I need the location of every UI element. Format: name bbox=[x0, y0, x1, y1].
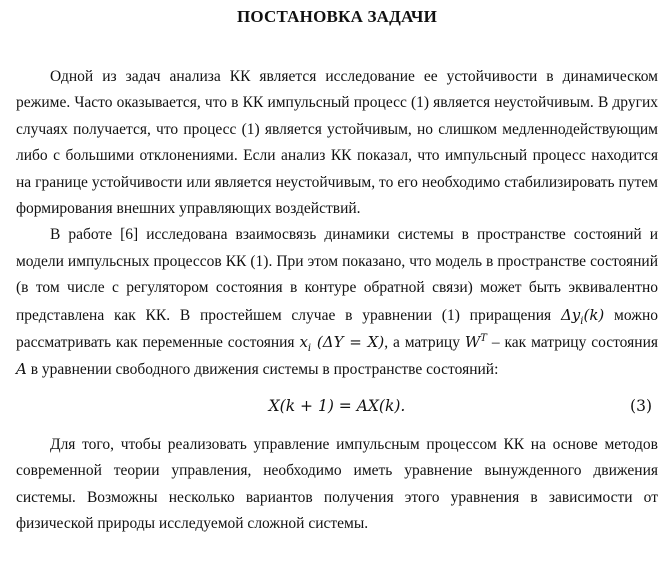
paragraph-text-c: , а матрицу bbox=[384, 334, 465, 352]
paragraph-text-d: – как матрицу состояния bbox=[486, 334, 658, 352]
math-w-transpose bbox=[465, 333, 487, 351]
paragraph-problem-intro: Одной из задач анализа КК является исследование ее устойчивости в динамическом режиме. Часто оказывается, что в КК импульсный процесс (1) является неустойчивым. В других случаях получается, что процесс (1) является устойчивым, но слишком медленнодействующим либо с большими отклонениями. Если анализ КК показал, что импульсный процесс находится на границе устойчивости или является неустойчивым, то его необходимо стабилизировать путем формирования внешних управляющих воздействий. bbox=[16, 68, 658, 218]
math-x-i bbox=[299, 333, 385, 355]
equation-number: (3) bbox=[630, 396, 652, 415]
math-delta-y-base: Δy bbox=[560, 305, 581, 324]
math-w-superscript: T bbox=[480, 333, 487, 345]
math-a: A bbox=[16, 360, 27, 379]
paragraph-text-b: можно рассматривать как переменные состояния bbox=[16, 306, 658, 352]
paragraph-text-e: в уравнении свободного движения системы в пространстве состояний: bbox=[26, 361, 499, 379]
equation-formula: X(k + 1) = AX(k). bbox=[268, 396, 406, 415]
math-delta-y-argument: (k) bbox=[583, 305, 605, 324]
paragraph-state-space bbox=[16, 222, 658, 383]
math-x-base: x bbox=[299, 333, 308, 352]
math-w-base: W bbox=[464, 333, 481, 352]
math-delta-y bbox=[560, 305, 605, 327]
math-x-relation: (ΔY = X) bbox=[311, 333, 385, 352]
math-x-subscript: i bbox=[307, 343, 312, 355]
math-delta-y-subscript: i bbox=[580, 315, 584, 327]
section-title: ПОСТАНОВКА ЗАДАЧИ bbox=[236, 7, 438, 26]
paragraph-text-a: В работе [6] исследована взаимосвязь динамики системы в пространстве состояний и модели импульсных процессов КК (1). При этом показано, что модель в пространстве состояний (в том числе с регулятором состояния в контуре обратной связи) может быть эквивалентно представлена как КК. В простейшем случае в уравнении (1) приращения bbox=[16, 226, 658, 324]
paragraph-forced-motion: Для того, чтобы реализовать управление импульсным процессом КК на основе методов современной теории управления, необходимо иметь уравнение вынужденного движения системы. Возможны несколько вариантов получения этого уравнения в зависимости от физической природы исследуемой сложной системы. bbox=[16, 435, 658, 533]
equation-block bbox=[16, 384, 658, 432]
